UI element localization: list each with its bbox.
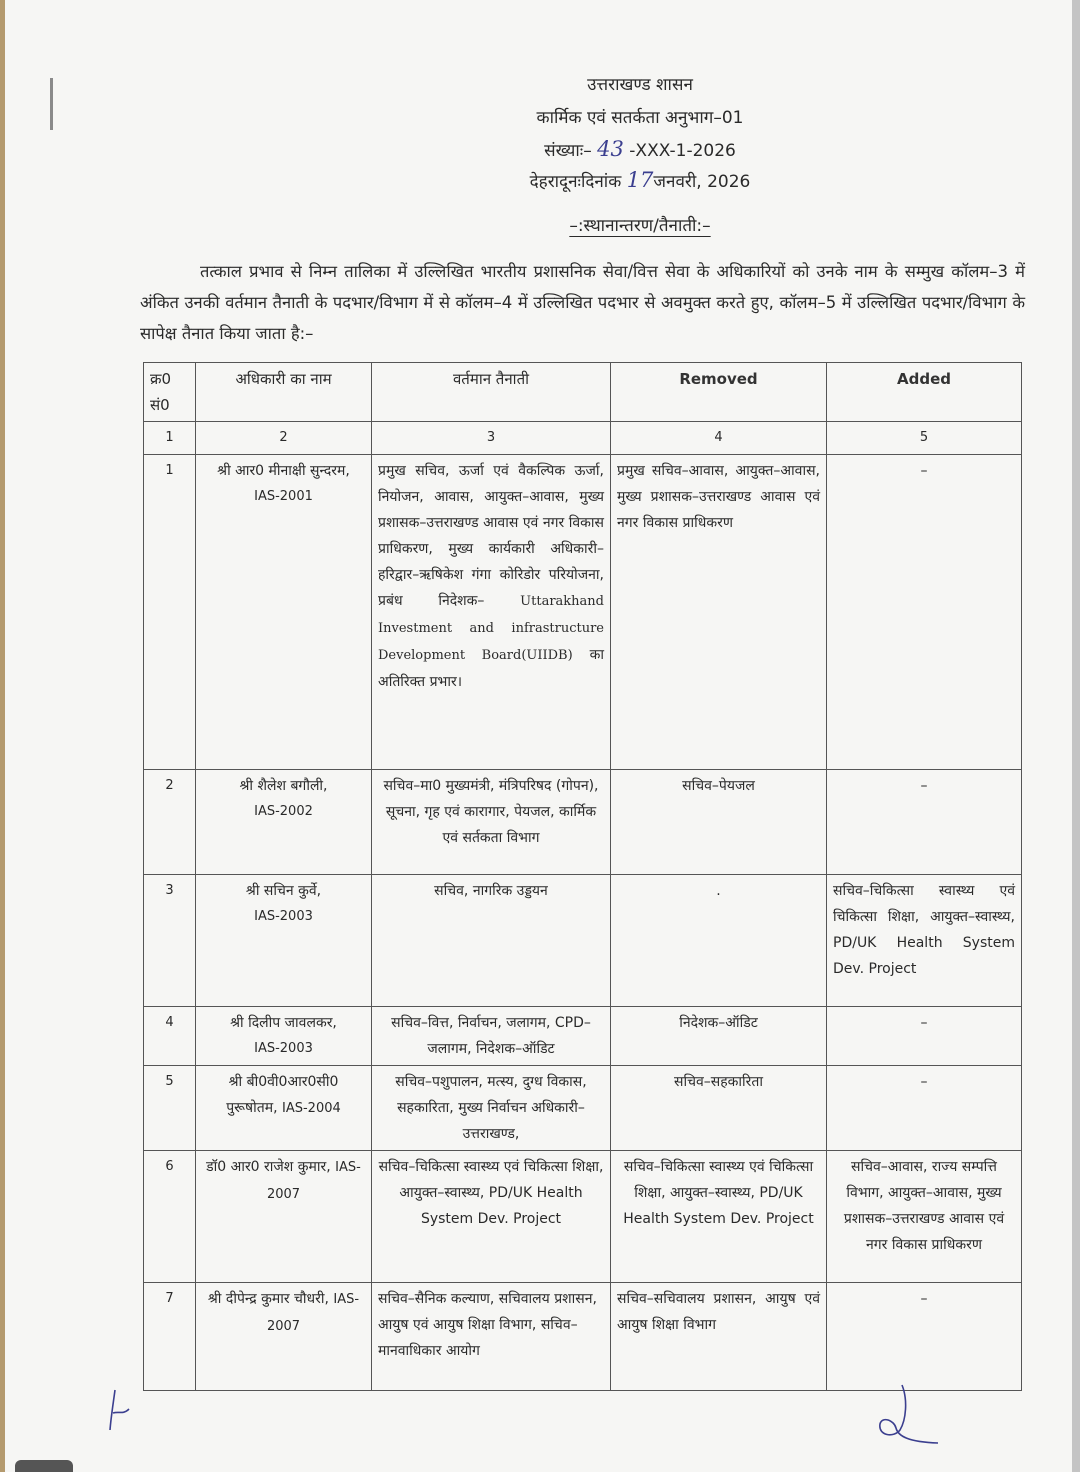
officer-name: श्री बी0वी0आर0सी0 पुरूषोतम, [226, 1074, 339, 1116]
row-sno: 5 [144, 1066, 196, 1151]
column-number: 1 [144, 422, 196, 455]
column-number-row [144, 422, 1022, 455]
column-number: 3 [372, 422, 611, 455]
paper-edge-right [1072, 0, 1080, 1472]
current-posting-tail: का अतिरिक्त प्रभार। [378, 647, 604, 690]
staple-mark [50, 78, 53, 130]
number-handwritten: 43 [597, 137, 624, 161]
officer-name-cell [196, 1283, 372, 1391]
current-posting-english: Uttarakhand Investment and infrastructure Development Board(UIIDB) [378, 594, 604, 663]
removed-cell: प्रमुख सचिव–आवास, आयुक्त–आवास, मुख्य प्रशासक–उत्तराखण्ड आवास एवं नगर विकास प्राधिकरण [611, 455, 827, 770]
officer-name: श्री सचिन कुर्वे, [245, 883, 322, 899]
current-posting-cell: सचिव–चिकित्सा स्वास्थ्य एवं चिकित्सा शिक्षा, आयुक्त–स्वास्थ्य, PD/UK Health System Dev. Project [372, 1151, 611, 1283]
current-posting-cell: सचिव–पशुपालन, मत्स्य, दुग्ध विकास, सहकारिता, मुख्य निर्वाचन अधिकारी– उत्तराखण्ड, [372, 1066, 611, 1151]
removed-cell: सचिव–सचिवालय प्रशासन, आयुष एवं आयुष शिक्षा विभाग [611, 1283, 827, 1391]
order-number [380, 137, 900, 161]
subject-heading: –:स्थानान्तरण/तैनाती:– [569, 216, 711, 236]
column-number: 4 [611, 422, 827, 455]
table-header-row [144, 363, 1022, 422]
header-added: Added [827, 363, 1022, 422]
removed-cell: सचिव–सहकारिता [611, 1066, 827, 1151]
officer-name-cell [196, 1066, 372, 1151]
current-posting-cell: सचिव–मा0 मुख्यमंत्री, मंत्रिपरिषद (गोपन), सूचना, गृह एवं कारागार, पेयजल, कार्मिक एवं सर्तकता विभाग [372, 770, 611, 875]
row-sno: 1 [144, 455, 196, 770]
added-cell: – [827, 1283, 1022, 1391]
table-row [144, 1066, 1022, 1151]
transfer-table [143, 362, 1022, 1391]
added-cell: सचिव–चिकित्सा स्वास्थ्य एवं चिकित्सा शिक्षा, आयुक्त–स्वास्थ्य, PD/UK Health System Dev. Project [827, 875, 1022, 1007]
table-row [144, 1283, 1022, 1391]
number-prefix: संख्याः– [544, 141, 592, 161]
row-sno: 6 [144, 1151, 196, 1283]
column-number: 5 [827, 422, 1022, 455]
intro-paragraph [140, 256, 1025, 349]
added-cell: – [827, 1007, 1022, 1066]
order-date [380, 168, 900, 192]
row-sno: 4 [144, 1007, 196, 1066]
header-officer-name: अधिकारी का नाम [196, 363, 372, 422]
intro-text: तत्काल प्रभाव से निम्न तालिका में उल्लिखित भारतीय प्रशासनिक सेवा/वित्त सेवा के अधिकारियों को उनके नाम के सम्मुख कॉलम–3 में अंकित उनकी वर्तमान तैनाती के पदभार/विभाग में से कॉलम–4 में उल्लिखित पदभार से अवमुक्त करते हुए, कॉलम–5 में उल्लिखित पदभार/विभाग के सापेक्ष तैनात किया जाता है:– [140, 262, 1025, 343]
table-row [144, 770, 1022, 875]
officer-name-cell [196, 770, 372, 875]
officer-batch: IAS-2001 [254, 489, 313, 504]
current-posting-cell: सचिव–सैनिक कल्याण, सचिवालय प्रशासन, आयुष एवं आयुष शिक्षा विभाग, सचिव–मानवाधिकार आयोग [372, 1283, 611, 1391]
corner-overlay [15, 1460, 73, 1472]
table-row [144, 455, 1022, 770]
removed-cell: सचिव–चिकित्सा स्वास्थ्य एवं चिकित्सा शिक्षा, आयुक्त–स्वास्थ्य, PD/UK Health System Dev. Project [611, 1151, 827, 1283]
added-cell: – [827, 770, 1022, 875]
govt-title: उत्तराखण्ड शासन [587, 75, 693, 95]
officer-name: श्री शैलेश बगौली, [239, 778, 328, 794]
current-posting-text: प्रमुख सचिव, ऊर्जा एवं वैकल्पिक ऊर्जा, नियोजन, आवास, आयुक्त–आवास, मुख्य प्रशासक–उत्तराखण्ड आवास एवं नगर विकास प्राधिकरण, मुख्य कार्यकारी अधिकारी–हरिद्वार–ऋषिकेश गंगा कोरिडोर परियोजना, प्रबंध निदेशक– [378, 463, 604, 609]
officer-name-cell [196, 455, 372, 770]
date-handwritten: 17 [626, 168, 654, 192]
officer-batch: IAS-2002 [254, 804, 313, 819]
added-cell: – [827, 1066, 1022, 1151]
table-row [144, 875, 1022, 1007]
added-cell: – [827, 455, 1022, 770]
officer-name: श्री दीपेन्द्र कुमार चौधरी, [207, 1291, 329, 1307]
column-number: 2 [196, 422, 372, 455]
header-sno: क्र0 सं0 [144, 363, 196, 422]
section-title: कार्मिक एवं सतर्कता अनुभाग–01 [536, 108, 744, 128]
officer-name-cell [196, 1151, 372, 1283]
current-posting-cell [372, 455, 611, 770]
number-suffix: -XXX-1-2026 [629, 141, 736, 161]
header-current-posting: वर्तमान तैनाती [372, 363, 611, 422]
table-row [144, 1007, 1022, 1066]
officer-name-cell [196, 1007, 372, 1066]
row-sno: 7 [144, 1283, 196, 1391]
paper-edge-left [0, 0, 5, 1472]
current-posting-cell: सचिव–वित्त, निर्वाचन, जलागम, CPD–जलागम, निदेशक–ऑडिट [372, 1007, 611, 1066]
added-cell: सचिव–आवास, राज्य सम्पत्ति विभाग, आयुक्त–आवास, मुख्य प्रशासक–उत्तराखण्ड आवास एवं नगर विकास प्राधिकरण [827, 1151, 1022, 1283]
header-removed: Removed [611, 363, 827, 422]
date-prefix: देहरादूनःदिनांक [529, 172, 622, 192]
officer-name: डॉ0 आर0 राजेश कुमार, [206, 1159, 331, 1175]
officer-name-cell [196, 875, 372, 1007]
officer-name: श्री दिलीप जावलकर, [230, 1015, 337, 1031]
officer-batch: IAS-2007 [266, 1292, 360, 1334]
initials-signature-left [105, 1385, 145, 1435]
removed-cell: निदेशक–ऑडिट [611, 1007, 827, 1066]
row-sno: 3 [144, 875, 196, 1007]
initials-signature-right [860, 1380, 950, 1450]
removed-cell: सचिव–पेयजल [611, 770, 827, 875]
officer-batch: IAS-2004 [282, 1101, 341, 1116]
officer-batch: IAS-2007 [266, 1160, 361, 1202]
current-posting-cell: सचिव, नागरिक उड्डयन [372, 875, 611, 1007]
row-sno: 2 [144, 770, 196, 875]
table-row [144, 1151, 1022, 1283]
date-suffix: जनवरी, 2026 [653, 172, 751, 192]
officer-batch: IAS-2003 [254, 909, 313, 924]
officer-name: श्री आर0 मीनाक्षी सुन्दरम, [217, 463, 350, 479]
removed-cell: . [611, 875, 827, 1007]
officer-batch: IAS-2003 [254, 1041, 313, 1056]
